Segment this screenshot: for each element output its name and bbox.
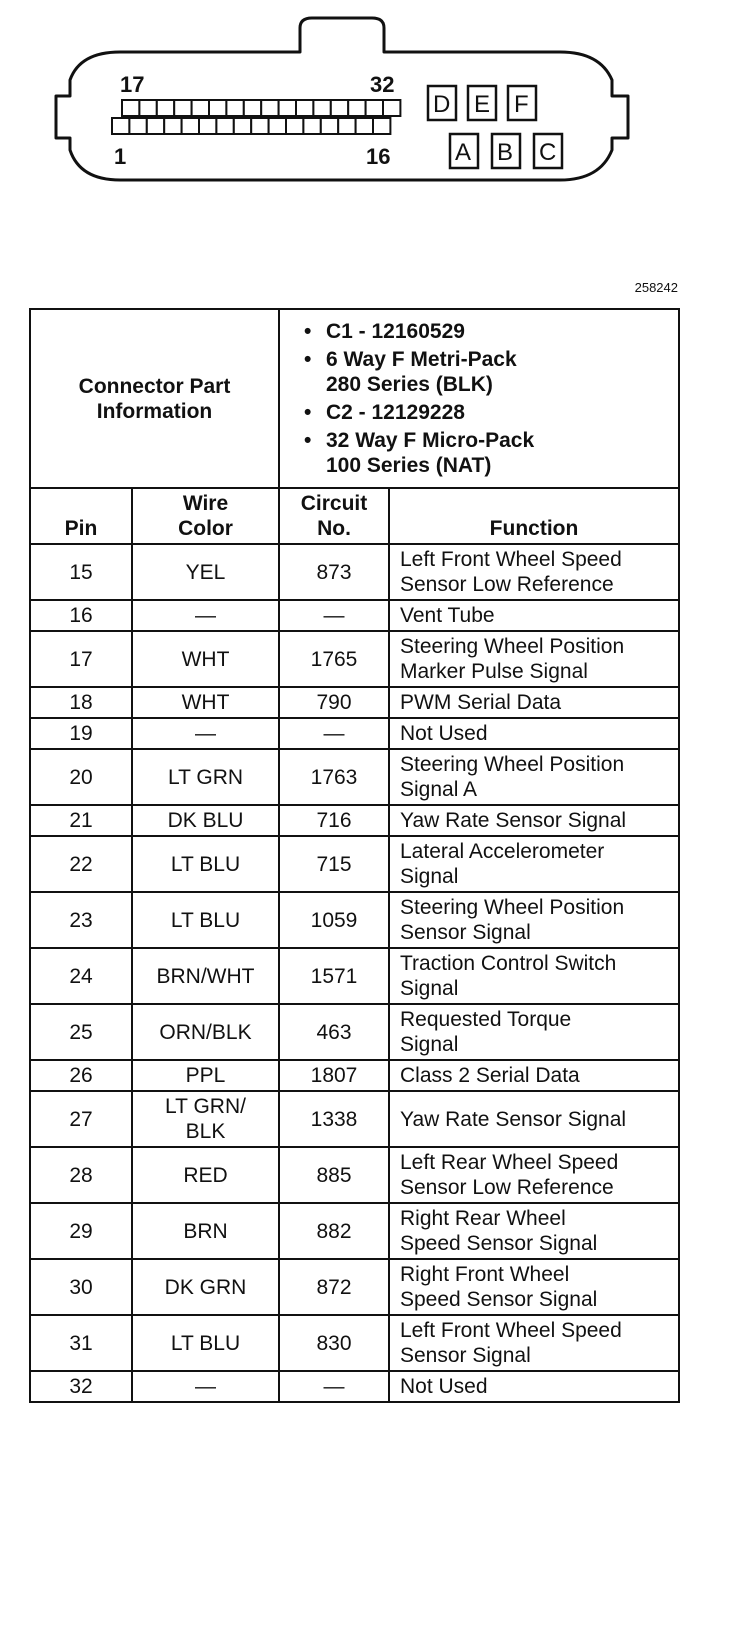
connector-info-cell bbox=[279, 309, 679, 488]
circuit-cell: 1763 bbox=[279, 749, 389, 805]
circuit-cell: 1571 bbox=[279, 948, 389, 1004]
pin-cavity bbox=[164, 118, 181, 134]
table-row bbox=[30, 892, 679, 948]
cavity-a: A bbox=[455, 139, 472, 166]
function-cell: Vent Tube bbox=[389, 600, 679, 631]
pin-cavity bbox=[251, 118, 268, 134]
table-row bbox=[30, 1315, 679, 1371]
table-row bbox=[30, 718, 679, 749]
wire-color-cell: DK GRN bbox=[132, 1259, 279, 1315]
circuit-cell: 1338 bbox=[279, 1091, 389, 1147]
pin-cavity bbox=[261, 100, 278, 116]
function-cell: Steering Wheel Position Signal A bbox=[389, 749, 679, 805]
cavity-f: F bbox=[514, 91, 529, 118]
wire-color-cell: LT BLU bbox=[132, 892, 279, 948]
wire-color-cell: LT GRN bbox=[132, 749, 279, 805]
pin-cell: 26 bbox=[30, 1060, 132, 1091]
circuit-cell: 882 bbox=[279, 1203, 389, 1259]
table-row bbox=[30, 1091, 679, 1147]
function-cell: PWM Serial Data bbox=[389, 687, 679, 718]
pin-cavity bbox=[209, 100, 226, 116]
pin-cell: 21 bbox=[30, 805, 132, 836]
table-row bbox=[30, 1371, 679, 1402]
pin-row-top bbox=[122, 100, 400, 116]
pin-label-17: 17 bbox=[120, 72, 145, 97]
pin-cavity bbox=[279, 100, 296, 116]
pin-cavity bbox=[244, 100, 261, 116]
table-row bbox=[30, 631, 679, 687]
pin-cell: 32 bbox=[30, 1371, 132, 1402]
pin-cavity bbox=[182, 118, 199, 134]
pin-label-16: 16 bbox=[366, 144, 391, 169]
function-cell: Not Used bbox=[389, 1371, 679, 1402]
pin-cell: 27 bbox=[30, 1091, 132, 1147]
header-function: Function bbox=[389, 488, 679, 544]
connector-info-row bbox=[30, 309, 679, 488]
pin-cell: 29 bbox=[30, 1203, 132, 1259]
function-cell: Class 2 Serial Data bbox=[389, 1060, 679, 1091]
wire-color-cell: YEL bbox=[132, 544, 279, 600]
function-cell: Steering Wheel Position Marker Pulse Signal bbox=[389, 631, 679, 687]
pin-cavity bbox=[192, 100, 209, 116]
wire-color-cell: ORN/BLK bbox=[132, 1004, 279, 1060]
pin-cell: 16 bbox=[30, 600, 132, 631]
pin-cavity bbox=[303, 118, 320, 134]
pin-cell: 19 bbox=[30, 718, 132, 749]
circuit-cell: 1059 bbox=[279, 892, 389, 948]
wire-color-cell: LT BLU bbox=[132, 836, 279, 892]
wire-color-cell: — bbox=[132, 1371, 279, 1402]
function-cell: Right Rear Wheel Speed Sensor Signal bbox=[389, 1203, 679, 1259]
pin-cell: 30 bbox=[30, 1259, 132, 1315]
connector-pinout-table bbox=[29, 308, 680, 1403]
circuit-cell: — bbox=[279, 600, 389, 631]
pin-cavity bbox=[174, 100, 191, 116]
wire-color-cell: LT BLU bbox=[132, 1315, 279, 1371]
function-cell: Steering Wheel Position Sensor Signal bbox=[389, 892, 679, 948]
pin-cavity bbox=[373, 118, 390, 134]
pin-cavity bbox=[216, 118, 233, 134]
function-cell: Left Rear Wheel Speed Sensor Low Reference bbox=[389, 1147, 679, 1203]
header-pin: Pin bbox=[30, 488, 132, 544]
table-row bbox=[30, 1147, 679, 1203]
connector-info-item: • C1 - 12160529 bbox=[280, 319, 678, 344]
wire-color-cell: WHT bbox=[132, 687, 279, 718]
pin-cavity bbox=[356, 118, 373, 134]
pin-cell: 17 bbox=[30, 631, 132, 687]
pin-cavity bbox=[269, 118, 286, 134]
pin-cell: 25 bbox=[30, 1004, 132, 1060]
cavity-e: E bbox=[474, 91, 491, 118]
pin-cavity bbox=[313, 100, 330, 116]
cavity-b: B bbox=[497, 139, 514, 166]
pin-cavity bbox=[226, 100, 243, 116]
pin-cavity bbox=[321, 118, 338, 134]
function-cell: Traction Control Switch Signal bbox=[389, 948, 679, 1004]
wire-color-cell: BRN bbox=[132, 1203, 279, 1259]
pin-cell: 15 bbox=[30, 544, 132, 600]
table-row bbox=[30, 600, 679, 631]
header-wire-color: Wire Color bbox=[132, 488, 279, 544]
pin-row-bottom bbox=[112, 118, 390, 134]
function-cell: Not Used bbox=[389, 718, 679, 749]
pin-cell: 20 bbox=[30, 749, 132, 805]
pin-cavity bbox=[147, 118, 164, 134]
function-cell: Yaw Rate Sensor Signal bbox=[389, 805, 679, 836]
function-cell: Right Front Wheel Speed Sensor Signal bbox=[389, 1259, 679, 1315]
cavity-c: C bbox=[539, 139, 557, 166]
table-row bbox=[30, 687, 679, 718]
function-cell: Yaw Rate Sensor Signal bbox=[389, 1091, 679, 1147]
circuit-cell: 715 bbox=[279, 836, 389, 892]
function-cell: Requested Torque Signal bbox=[389, 1004, 679, 1060]
table-row bbox=[30, 1060, 679, 1091]
function-cell: Lateral Accelerometer Signal bbox=[389, 836, 679, 892]
table-row bbox=[30, 749, 679, 805]
circuit-cell: 463 bbox=[279, 1004, 389, 1060]
connector-info-title: Connector Part Information bbox=[30, 309, 279, 488]
circuit-cell: 830 bbox=[279, 1315, 389, 1371]
pin-cavity bbox=[331, 100, 348, 116]
function-cell: Left Front Wheel Speed Sensor Low Reference bbox=[389, 544, 679, 600]
table-row bbox=[30, 836, 679, 892]
table-row bbox=[30, 805, 679, 836]
circuit-cell: 790 bbox=[279, 687, 389, 718]
pin-cavity bbox=[286, 118, 303, 134]
circuit-cell: 885 bbox=[279, 1147, 389, 1203]
circuit-cell: 873 bbox=[279, 544, 389, 600]
pin-cavity bbox=[338, 118, 355, 134]
wire-color-cell: BRN/WHT bbox=[132, 948, 279, 1004]
pin-cavity bbox=[383, 100, 400, 116]
circuit-cell: 872 bbox=[279, 1259, 389, 1315]
wire-color-cell: — bbox=[132, 600, 279, 631]
pin-label-1: 1 bbox=[114, 144, 127, 169]
table-row bbox=[30, 1004, 679, 1060]
figure-id: 258242 bbox=[634, 280, 678, 295]
table-row bbox=[30, 544, 679, 600]
function-cell: Left Front Wheel Speed Sensor Signal bbox=[389, 1315, 679, 1371]
circuit-cell: 1765 bbox=[279, 631, 389, 687]
pin-cavity bbox=[139, 100, 156, 116]
connector-info-item: • 6 Way F Metri-Pack 280 Series (BLK) bbox=[280, 347, 678, 397]
pin-cell: 18 bbox=[30, 687, 132, 718]
header-circuit: Circuit No. bbox=[279, 488, 389, 544]
pin-cell: 22 bbox=[30, 836, 132, 892]
pin-cavity bbox=[296, 100, 313, 116]
wire-color-cell: DK BLU bbox=[132, 805, 279, 836]
pin-cavity bbox=[199, 118, 216, 134]
wire-color-cell: LT GRN/ BLK bbox=[132, 1091, 279, 1147]
wire-color-cell: WHT bbox=[132, 631, 279, 687]
pin-cell: 24 bbox=[30, 948, 132, 1004]
pin-cavity bbox=[157, 100, 174, 116]
pin-cavity bbox=[129, 118, 146, 134]
connector-diagram bbox=[0, 0, 752, 200]
circuit-cell: 716 bbox=[279, 805, 389, 836]
table-header-row bbox=[30, 488, 679, 544]
pin-cell: 31 bbox=[30, 1315, 132, 1371]
pin-cavity bbox=[112, 118, 129, 134]
connector-info-list bbox=[280, 310, 678, 487]
wire-color-cell: RED bbox=[132, 1147, 279, 1203]
circuit-cell: 1807 bbox=[279, 1060, 389, 1091]
table-row bbox=[30, 1259, 679, 1315]
pin-cell: 28 bbox=[30, 1147, 132, 1203]
connector-info-item: • 32 Way F Micro-Pack 100 Series (NAT) bbox=[280, 428, 678, 478]
table-row bbox=[30, 1203, 679, 1259]
pin-label-32: 32 bbox=[370, 72, 395, 97]
pin-cell: 23 bbox=[30, 892, 132, 948]
table-row bbox=[30, 948, 679, 1004]
pin-cavity bbox=[348, 100, 365, 116]
wire-color-cell: — bbox=[132, 718, 279, 749]
connector-info-item: • C2 - 12129228 bbox=[280, 400, 678, 425]
wire-color-cell: PPL bbox=[132, 1060, 279, 1091]
pin-cavity bbox=[234, 118, 251, 134]
circuit-cell: — bbox=[279, 718, 389, 749]
circuit-cell: — bbox=[279, 1371, 389, 1402]
cavity-d: D bbox=[433, 91, 451, 118]
pin-cavity bbox=[366, 100, 383, 116]
pin-cavity bbox=[122, 100, 139, 116]
